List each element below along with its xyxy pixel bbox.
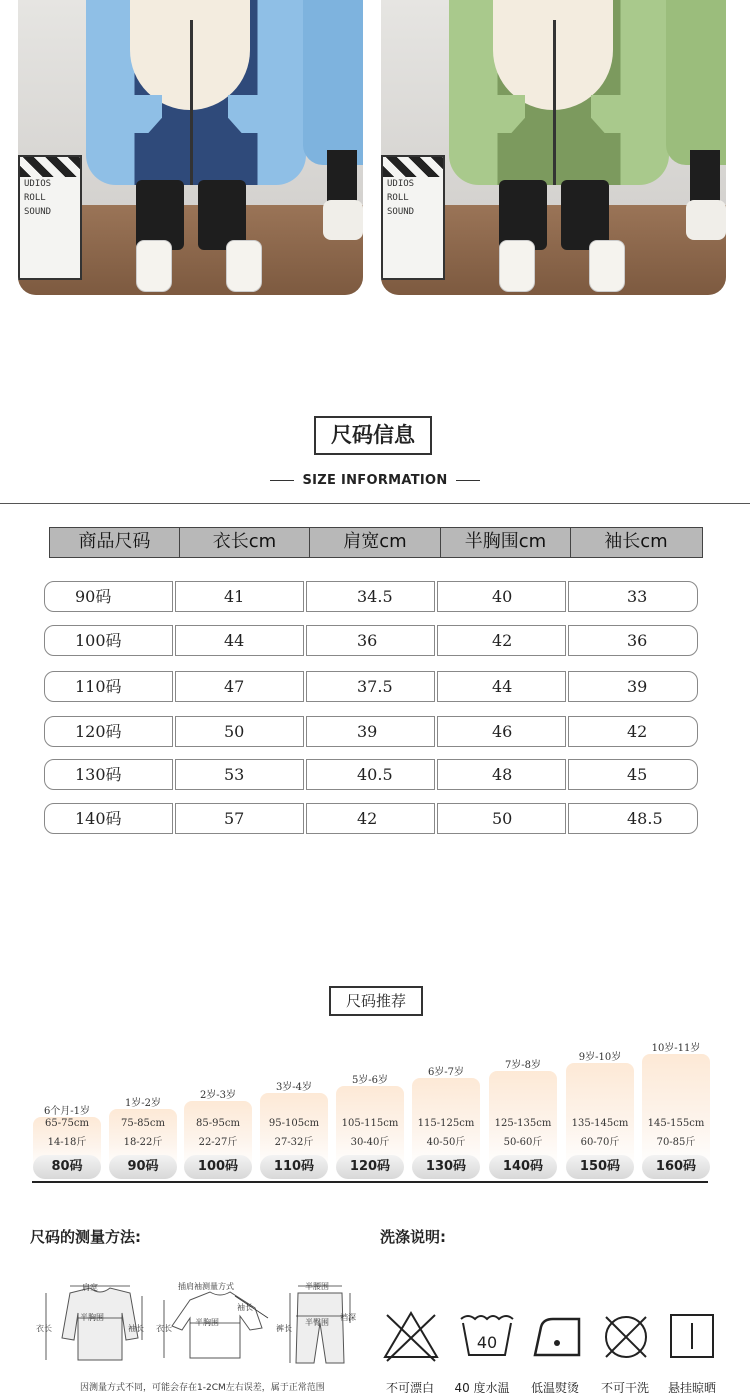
label-pants-length: 裤长 — [276, 1324, 292, 1333]
size-table-header — [49, 527, 703, 558]
rec-size-tab: 150码 — [566, 1155, 634, 1179]
label-raglan-sleeve: 袖长 — [237, 1303, 253, 1312]
rec-age: 2岁-3岁 — [199, 1090, 237, 1101]
measurement-note: 因测量方式不同，可能会存在1-2CM左右误差，属于正常范围 — [80, 1383, 325, 1393]
clapperboard: UDIOS ROLL SOUND — [18, 155, 82, 280]
cell-shoulder: 40.5 — [306, 759, 435, 790]
cell-length: 53 — [175, 759, 304, 790]
rec-height: 95-105cm — [268, 1118, 320, 1129]
size-info-title: 尺码信息 — [314, 416, 432, 455]
rec-size-tab: 120码 — [336, 1155, 404, 1179]
rec-weight: 14-18斤 — [47, 1137, 87, 1148]
rec-weight: 30-40斤 — [350, 1137, 390, 1148]
care-label-hang-dry: 悬挂晾晒 — [667, 1381, 716, 1393]
rec-height: 115-125cm — [417, 1118, 475, 1129]
care-label-no-dryclean: 不可干洗 — [600, 1381, 649, 1393]
low-iron-icon — [527, 1305, 587, 1365]
rec-weight: 22-27斤 — [198, 1137, 238, 1148]
rec-weight: 27-32斤 — [274, 1137, 314, 1148]
rec-size-tab: 80码 — [33, 1155, 101, 1179]
cell-shoulder: 42 — [306, 803, 435, 834]
label-sleeve: 袖长 — [128, 1324, 144, 1333]
rec-height: 75-85cm — [121, 1118, 165, 1129]
rec-size-tab: 160码 — [642, 1155, 710, 1179]
cell-size: 120码 — [44, 716, 173, 747]
rec-age: 5岁-6岁 — [351, 1075, 389, 1086]
rec-age: 6个月-1岁 — [43, 1106, 91, 1117]
hang-dry-icon — [662, 1305, 722, 1365]
sweater-icon — [62, 1288, 138, 1360]
rec-age: 1岁-2岁 — [124, 1098, 162, 1109]
no-dryclean-icon — [596, 1305, 656, 1365]
no-bleach-icon — [381, 1305, 441, 1365]
cell-chest: 46 — [437, 716, 566, 747]
cell-chest: 44 — [437, 671, 566, 702]
clapperboard: UDIOS ROLL SOUND — [381, 155, 445, 280]
cell-sleeve: 42 — [568, 716, 698, 747]
table-row — [44, 803, 698, 834]
label-raglan-chest: 半胸围 — [195, 1318, 219, 1327]
label-raglan-length: 衣长 — [156, 1324, 172, 1333]
rec-weight: 60-70斤 — [580, 1137, 620, 1148]
cell-chest: 48 — [437, 759, 566, 790]
rec-size-tab: 110码 — [260, 1155, 328, 1179]
cell-sleeve: 48.5 — [568, 803, 698, 834]
cell-size: 90码 — [44, 581, 173, 612]
cell-length: 44 — [175, 625, 304, 656]
wash-temperature: 40 — [476, 1333, 498, 1352]
rec-size-tab: 90码 — [109, 1155, 177, 1179]
cell-length: 41 — [175, 581, 304, 612]
cell-sleeve: 45 — [568, 759, 698, 790]
table-row — [44, 625, 698, 656]
care-label-wash-40: 40 度水温 — [454, 1381, 510, 1393]
table-row — [44, 671, 698, 702]
label-shoulder: 肩宽 — [82, 1283, 98, 1292]
cell-length: 47 — [175, 671, 304, 702]
rec-height: 135-145cm — [571, 1118, 629, 1129]
cell-chest: 50 — [437, 803, 566, 834]
product-photo-blue — [18, 0, 363, 295]
cell-chest: 40 — [437, 581, 566, 612]
label-hip: 半臀围 — [305, 1318, 329, 1327]
header-size: 商品尺码 — [50, 528, 180, 557]
rec-bar — [642, 1054, 710, 1167]
cell-chest: 42 — [437, 625, 566, 656]
rec-height: 65-75cm — [45, 1118, 89, 1129]
washing-title: 洗涤说明: — [380, 1228, 446, 1246]
header-chest: 半胸围cm — [441, 528, 571, 557]
cell-size: 110码 — [44, 671, 173, 702]
label-rise: 裆深 — [340, 1313, 356, 1322]
care-label-no-bleach: 不可漂白 — [385, 1381, 434, 1393]
rec-age: 7岁-8岁 — [504, 1060, 542, 1071]
table-row — [44, 581, 698, 612]
baseline — [32, 1181, 708, 1183]
header-sleeve: 袖长cm — [604, 531, 668, 552]
cell-length: 50 — [175, 716, 304, 747]
cell-length: 57 — [175, 803, 304, 834]
size-recommendation-title: 尺码推荐 — [329, 986, 423, 1016]
rec-bar — [566, 1063, 634, 1167]
cell-sleeve: 39 — [568, 671, 698, 702]
label-waist: 半腰围 — [305, 1282, 329, 1291]
table-row — [44, 759, 698, 790]
wash-40-icon — [457, 1305, 517, 1365]
rec-age: 9岁-10岁 — [578, 1052, 622, 1063]
rec-size-tab: 100码 — [184, 1155, 252, 1179]
rec-bar — [412, 1078, 480, 1167]
label-chest: 半胸围 — [80, 1313, 104, 1322]
rec-weight: 70-85斤 — [656, 1137, 696, 1148]
rec-weight: 40-50斤 — [426, 1137, 466, 1148]
pants-icon — [296, 1293, 344, 1363]
section-divider — [0, 503, 750, 504]
cell-shoulder: 34.5 — [306, 581, 435, 612]
rec-age: 10岁-11岁 — [651, 1043, 701, 1054]
rec-size-tab: 130码 — [412, 1155, 480, 1179]
table-row — [44, 716, 698, 747]
rec-weight: 18-22斤 — [123, 1137, 163, 1148]
cell-shoulder: 37.5 — [306, 671, 435, 702]
care-label-low-iron: 低温熨烫 — [530, 1381, 579, 1393]
rec-height: 85-95cm — [196, 1118, 240, 1129]
cell-shoulder: 36 — [306, 625, 435, 656]
cell-shoulder: 39 — [306, 716, 435, 747]
cell-sleeve: 36 — [568, 625, 698, 656]
product-photo-green — [381, 0, 726, 295]
rec-age: 3岁-4岁 — [275, 1082, 313, 1093]
cell-size: 140码 — [44, 803, 173, 834]
rec-size-tab: 140码 — [489, 1155, 557, 1179]
size-info-subtitle: SIZE INFORMATION — [0, 473, 750, 488]
header-length: 衣长cm — [180, 528, 310, 557]
rec-height: 105-115cm — [341, 1118, 399, 1129]
rec-age: 6岁-7岁 — [427, 1067, 465, 1078]
rec-bar — [489, 1071, 557, 1167]
label-raglan-title: 插肩袖测量方式 — [178, 1282, 234, 1291]
label-length: 衣长 — [36, 1324, 52, 1333]
measurement-title: 尺码的测量方法: — [30, 1228, 141, 1246]
cell-sleeve: 33 — [568, 581, 698, 612]
rec-weight: 50-60斤 — [503, 1137, 543, 1148]
cell-size: 100码 — [44, 625, 173, 656]
rec-height: 125-135cm — [494, 1118, 552, 1129]
header-shoulder: 肩宽cm — [310, 528, 441, 557]
rec-height: 145-155cm — [647, 1118, 705, 1129]
cell-size: 130码 — [44, 759, 173, 790]
